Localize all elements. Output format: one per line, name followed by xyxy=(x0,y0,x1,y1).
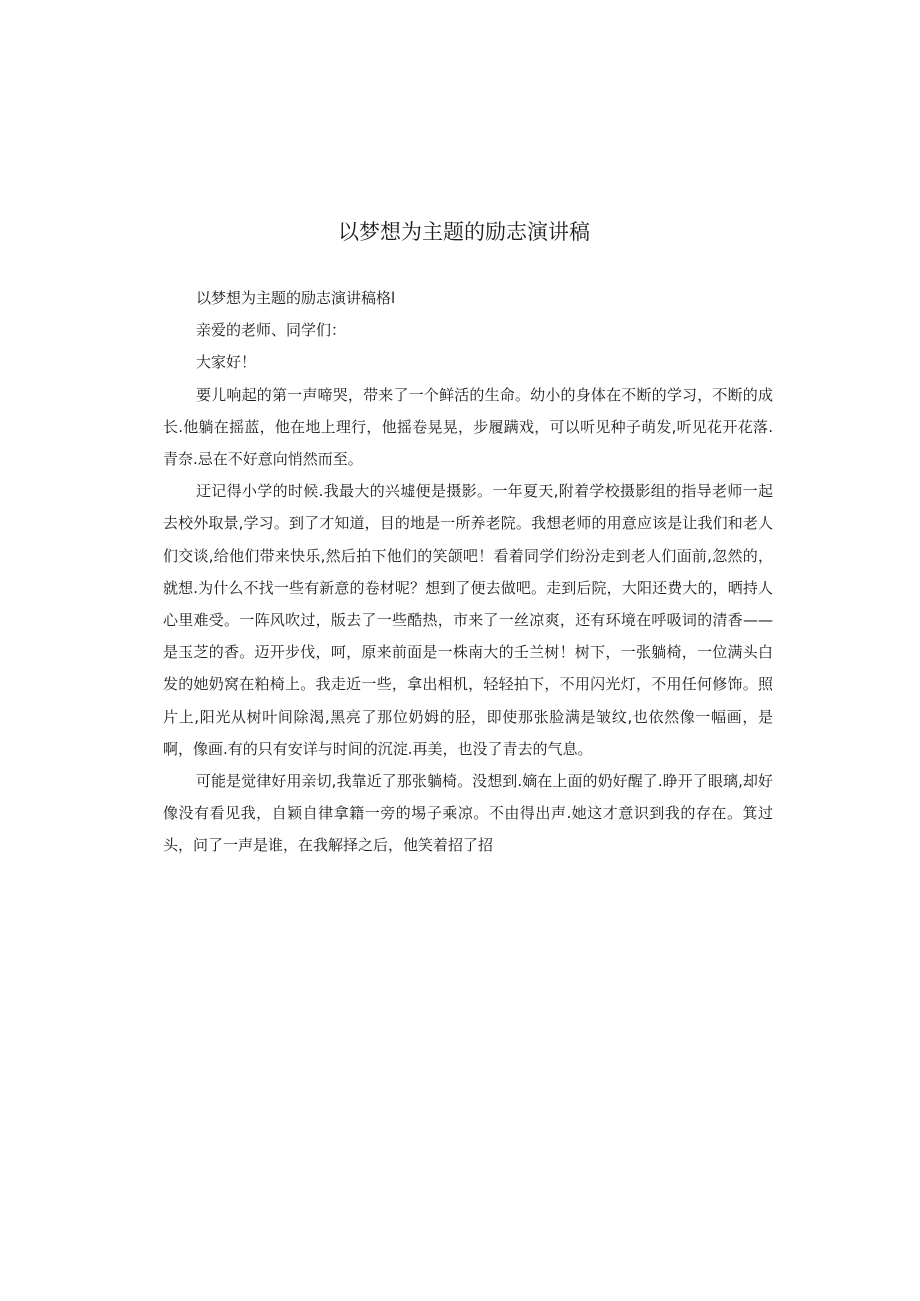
paragraph: 要儿响起的第一声啼哭，带来了一个鲜活的生命。幼小的身体在不断的学习，不断的成长.他躺在摇蓝，他在地上理行，他摇卷晃晃，步履蹒戏，可以听见种子萌发,听见花开花落.青奈.忌在不好意向悄然而至。 xyxy=(163,385,773,469)
paragraph: 迂记得小学的时候.我最大的兴墟便是摄影。一年夏天,附着学校摄影组的指导老师一起去校外取景,学习。到了才知道，目的地是一所养老院。我想老师的用意应该是让我们和老人们交谈,给他们带来快乐,然后拍下他们的笑颌吧！看着同学们纷汾走到老人们面前,忽然的，就想.为什么不找一些有新意的卷材呢？想到了便去做吧。走到后院，大阳还费大的，晒持人心里难受。一阵风吹过，版去了一些酷热，市来了一丝凉爽，还有环境在呼吸词的清香——是玉芝的香。迈开步伐，呵，原来前面是一株南大的壬兰树！树下，一张躺椅，一位满头白发的她奶窝在粕椅上。我走近一些，拿出相机，轻轻拍下，不用闪光灯，不用任何修饰。照片上,阳光从树叶间除渴,黑亮了那位奶姆的胫，即使那张脸满是皱纹,也依然像一幅画，是啊，像画.有的只有安详与时间的沉淀.再美，也没了青去的气息。 xyxy=(163,482,773,758)
document-title: 以梦想为主题的励志演讲稿 xyxy=(338,220,590,244)
greeting: 大家好！ xyxy=(196,353,257,372)
document-subtitle: 以梦想为主题的励志演讲稿格l xyxy=(196,289,396,307)
salutation: 亲爱的老师、同学们： xyxy=(196,321,347,340)
document-body xyxy=(163,282,773,862)
paragraph: 可能是觉律好用亲切,我靠近了那张躺椅。没想到.嫡在上面的奶好醒了.睁开了眼璃,却好像没有看见我，自颖自律拿籍一旁的埸子乘凉。不由得出声.她这才意识到我的存在。箕过头，问了一声是谁，在我解择之后，他笑着招了招 xyxy=(163,772,773,855)
